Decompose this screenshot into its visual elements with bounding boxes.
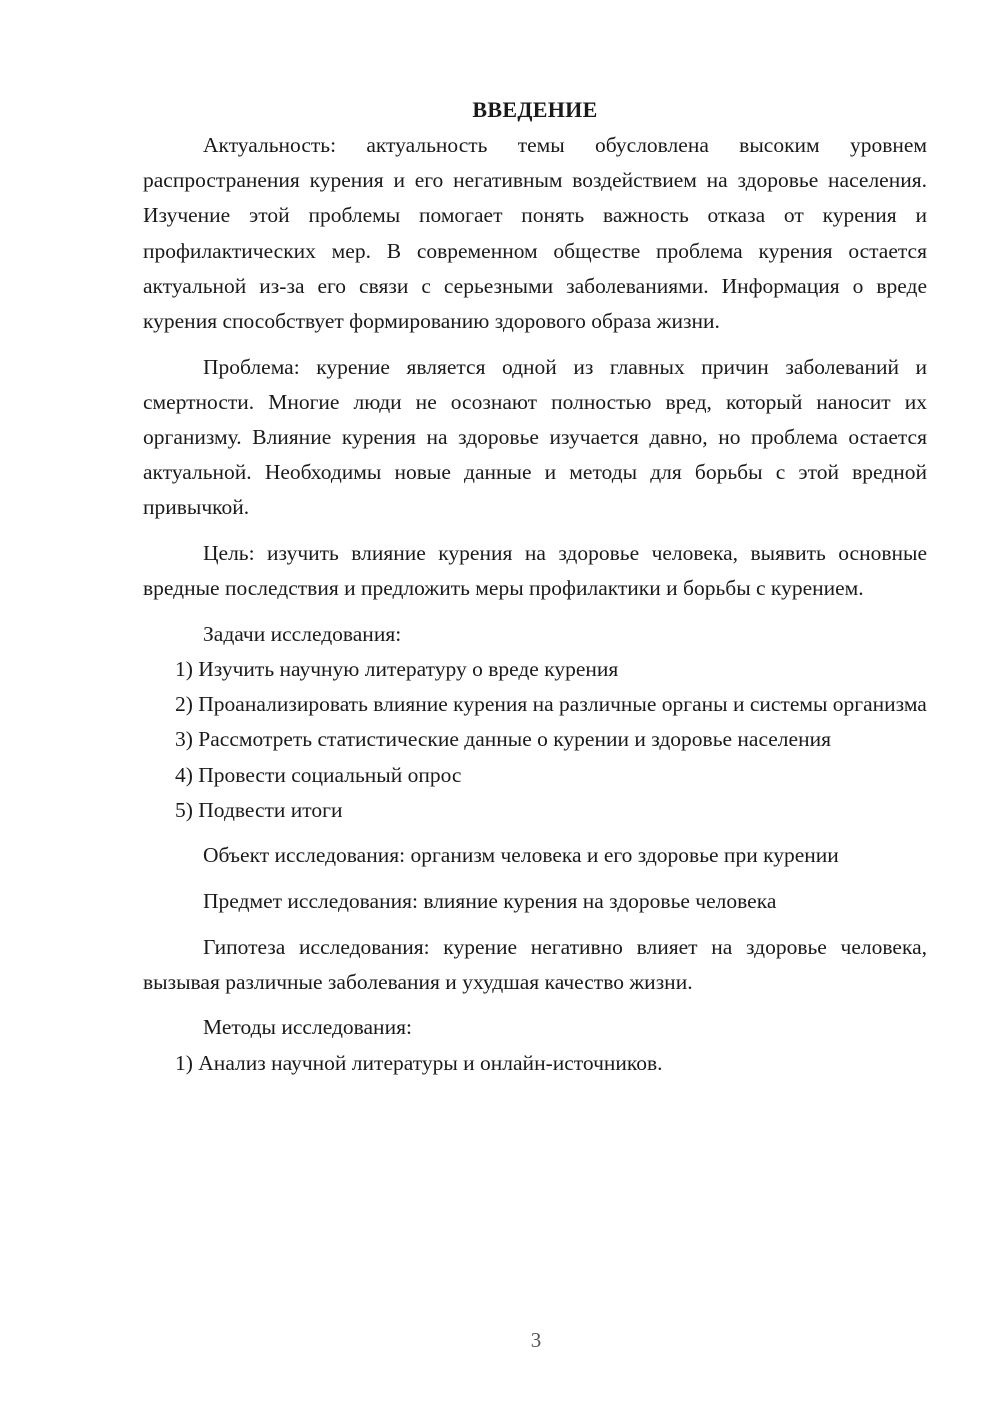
page-number: 3	[530, 1328, 542, 1352]
paragraph-subject: Предмет исследования: влияние курения на здоровье человека	[203, 889, 777, 914]
task-item-3: 3) Рассмотреть статистические данные о курении и здоровье населения	[175, 727, 831, 752]
methods-title: Методы исследования:	[203, 1015, 412, 1040]
document-body	[143, 92, 927, 1081]
paragraph-goal: Цель: изучить влияние курения на здоровье человека, выявить основные вредные последствия и предложить меры профилактики и борьбы с курением.	[143, 541, 927, 601]
task-item-1: 1) Изучить научную литературу о вреде курения	[175, 657, 619, 682]
method-item-1: 1) Анализ научной литературы и онлайн-источников.	[175, 1050, 663, 1075]
paragraph-relevance: Актуальность: актуальность темы обусловлена высоким уровнем распространения курения и его негативным воздействием на здоровье населения. Изучение этой проблемы помогает понять важность отказа от курения и профилактических мер. В современном обществе проблема курения остается актуальной из-за его связи с серьезными заболеваниями. Информация о вреде курения способствует формированию здорового образа жизни.	[143, 133, 927, 334]
section-heading: ВВЕДЕНИЕ	[472, 97, 598, 122]
tasks-title: Задачи исследования:	[203, 621, 402, 646]
paragraph-hypothesis: Гипотеза исследования: курение негативно влияет на здоровье человека, вызывая различные заболевания и ухудшая качество жизни.	[143, 934, 927, 994]
task-item-5: 5) Подвести итоги	[175, 797, 343, 822]
task-item-4: 4) Провести социальный опрос	[175, 762, 462, 787]
task-item-2: 2) Проанализировать влияние курения на различные органы и системы организма	[175, 692, 927, 717]
paragraph-object: Объект исследования: организм человека и его здоровье при курении	[203, 843, 839, 868]
paragraph-problem: Проблема: курение является одной из главных причин заболеваний и смертности. Многие люди не осознают полностью вред, который наносит их организму. Влияние курения на здоровье изучается давно, но проблема остается актуальной. Необходимы новые данные и методы для борьбы с этой вредной привычкой.	[143, 354, 927, 520]
